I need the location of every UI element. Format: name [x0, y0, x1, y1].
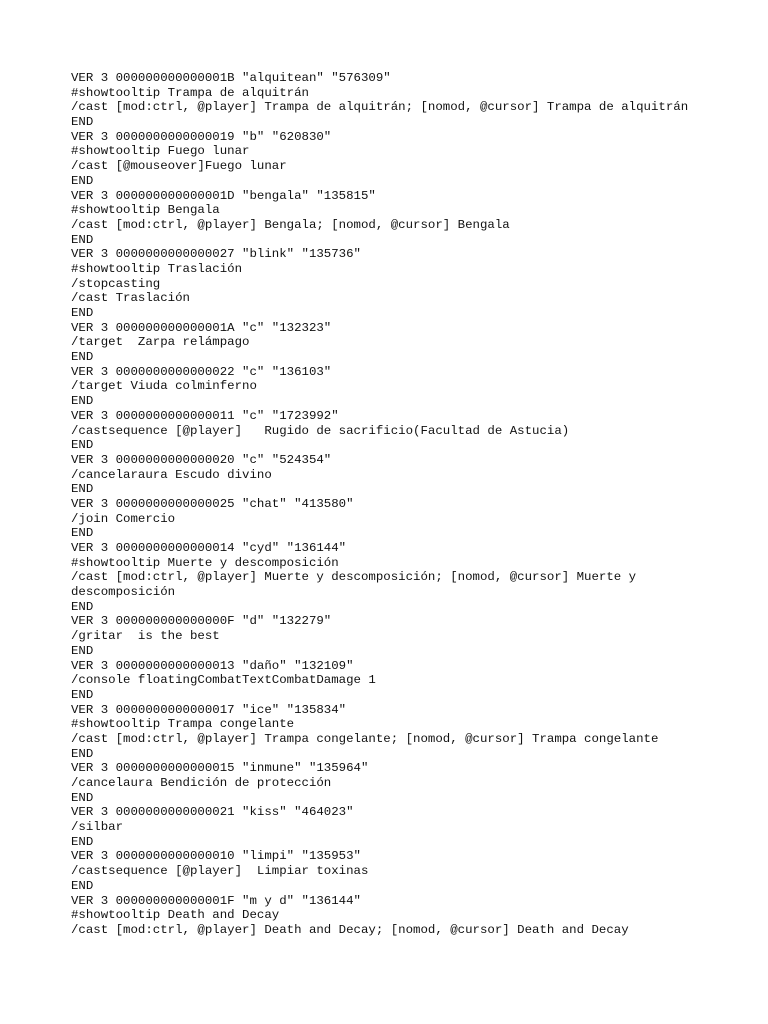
text-line: VER 3 0000000000000017 "ice" "135834" — [71, 702, 347, 717]
text-line: /cast [mod:ctrl, @player] Death and Decay; [nomod, @cursor] Death and Decay — [71, 922, 629, 937]
text-line: /cancelaraura Escudo divino — [71, 467, 272, 482]
text-line: #showtooltip Trampa congelante — [71, 717, 295, 732]
text-line: VER 3 0000000000000019 "b" "620830" — [71, 129, 332, 144]
text-line: descomposición — [71, 585, 176, 600]
text-line: /console floatingCombatTextCombatDamage 1 — [71, 673, 376, 688]
text-line: #showtooltip Traslación — [71, 261, 243, 276]
text-line: /cast [@mouseover]Fuego lunar — [71, 159, 287, 174]
text-line: END — [71, 878, 94, 893]
text-line: VER 3 000000000000001B "alquitean" "576309" — [71, 71, 391, 85]
text-line: END — [71, 790, 94, 805]
text-line: END — [71, 394, 94, 409]
text-line: /castsequence [@player] Rugido de sacrificio(Facultad de Astucia) — [71, 423, 570, 438]
text-line: #showtooltip Bengala — [71, 203, 220, 218]
text-line: /cast [mod:ctrl, @player] Trampa de alquitrán; [nomod, @cursor] Trampa de alquitrán — [71, 100, 689, 115]
text-line: END — [71, 526, 94, 541]
text-line: END — [71, 232, 94, 247]
text-line: END — [71, 599, 94, 614]
text-line: /join Comercio — [71, 511, 176, 526]
text-line: VER 3 0000000000000010 "limpi" "135953" — [71, 849, 361, 864]
text-line: VER 3 0000000000000027 "blink" "135736" — [71, 247, 361, 262]
text-line: #showtooltip Fuego lunar — [71, 144, 250, 159]
text-line: VER 3 000000000000001D "bengala" "135815" — [71, 188, 376, 203]
text-line: /cast Traslación — [71, 291, 190, 306]
text-line: /cast [mod:ctrl, @player] Bengala; [nomod, @cursor] Bengala — [71, 217, 510, 232]
text-line: /cancelaura Bendición de protección — [71, 776, 332, 790]
text-line: END — [71, 834, 94, 849]
text-line: END — [71, 115, 94, 130]
text-line: #showtooltip Muerte y descomposición — [71, 555, 339, 570]
text-line: /target Zarpa relámpago — [71, 335, 250, 350]
text-line: END — [71, 350, 94, 365]
text-line: /silbar — [71, 820, 124, 835]
text-line: /castsequence [@player] Limpiar toxinas — [71, 864, 369, 879]
text-line: #showtooltip Death and Decay — [71, 908, 280, 923]
document-page — [71, 71, 711, 938]
text-line: END — [71, 173, 94, 188]
text-line: /cast [mod:ctrl, @player] Muerte y descomposición; [nomod, @cursor] Muerte y — [71, 570, 637, 585]
text-line: VER 3 000000000000001F "m y d" "136144" — [71, 893, 361, 908]
text-line: /gritar is the best — [71, 629, 220, 644]
text-line: END — [71, 746, 94, 761]
text-line: VER 3 0000000000000013 "daño" "132109" — [71, 658, 354, 673]
macro-text-body — [71, 71, 711, 938]
text-line: VER 3 000000000000000F "d" "132279" — [71, 614, 332, 629]
text-line: VER 3 0000000000000015 "inmune" "135964" — [71, 761, 369, 776]
text-line: END — [71, 306, 94, 320]
text-line: VER 3 0000000000000014 "cyd" "136144" — [71, 541, 347, 555]
text-line: VER 3 0000000000000025 "chat" "413580" — [71, 496, 354, 511]
text-line: END — [71, 643, 94, 658]
text-line: END — [71, 687, 94, 702]
text-line: /stopcasting — [71, 276, 161, 291]
text-line: /target Viuda colminferno — [71, 379, 257, 394]
text-line: VER 3 0000000000000021 "kiss" "464023" — [71, 805, 354, 820]
text-line: /cast [mod:ctrl, @player] Trampa congelante; [nomod, @cursor] Trampa congelante — [71, 731, 659, 746]
text-line: END — [71, 482, 94, 497]
text-line: #showtooltip Trampa de alquitrán — [71, 85, 309, 100]
text-line: VER 3 0000000000000022 "c" "136103" — [71, 364, 332, 379]
text-line: VER 3 0000000000000011 "c" "1723992" — [71, 408, 339, 423]
text-line: VER 3 0000000000000020 "c" "524354" — [71, 452, 332, 467]
text-line: VER 3 000000000000001A "c" "132323" — [71, 320, 332, 335]
text-line: END — [71, 438, 94, 453]
